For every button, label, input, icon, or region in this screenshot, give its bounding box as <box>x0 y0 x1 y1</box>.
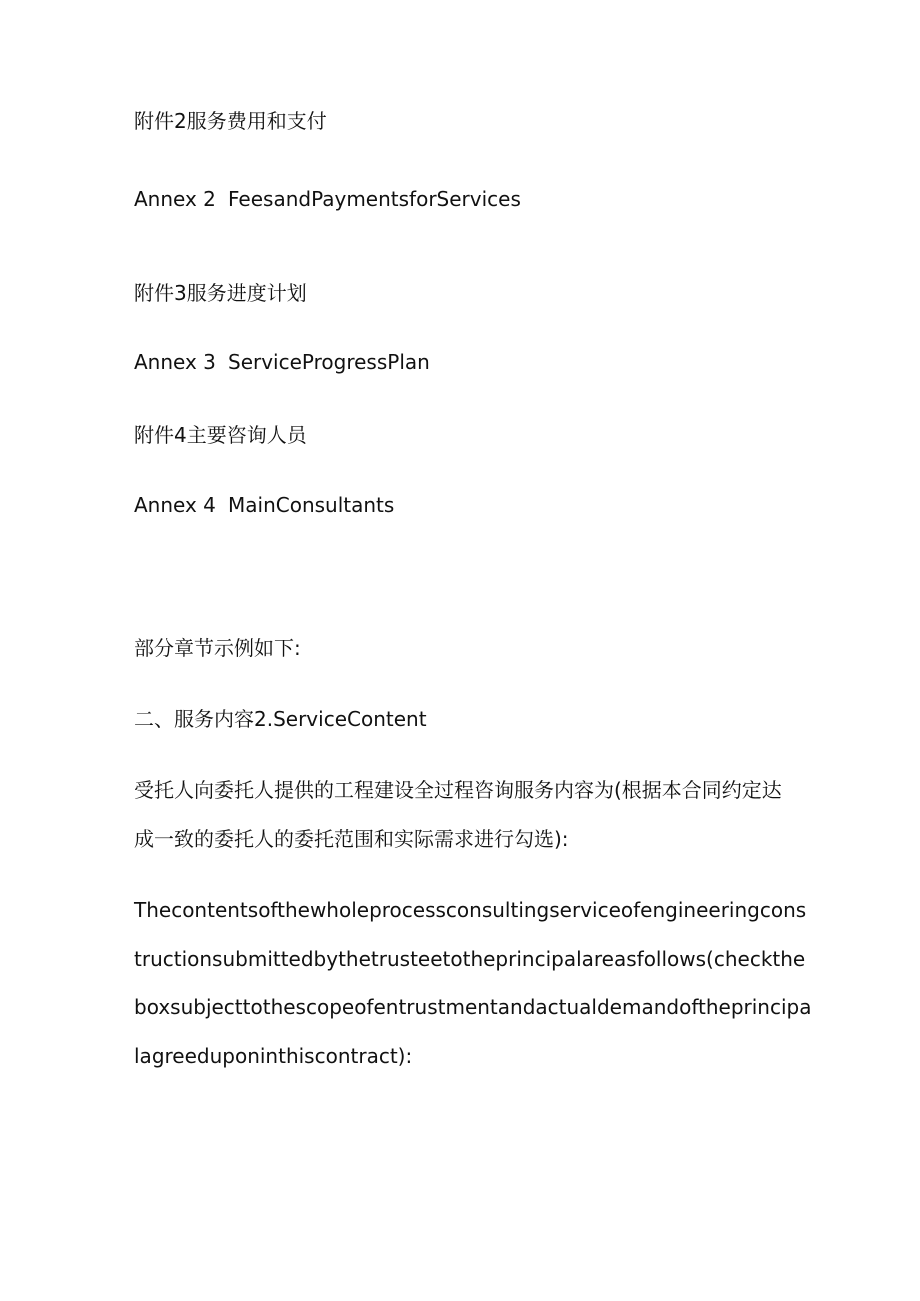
annex-3-label: Annex 3 <box>134 350 216 374</box>
section-heading: 二、服务内容2.ServiceContent <box>134 707 427 731</box>
annex-3-title: ServiceProgressPlan <box>228 350 430 374</box>
annex-3-en <box>134 348 430 376</box>
annex-4-zh: 附件4主要咨询人员 <box>134 423 307 447</box>
intro-text: 部分章节示例如下: <box>134 636 301 660</box>
section-en-line-1: Thecontentsofthewholeprocessconsultingserviceofengineeringcons <box>134 898 807 922</box>
annex-2-zh: 附件2服务费用和支付 <box>134 109 327 133</box>
annex-3-zh: 附件3服务进度计划 <box>134 281 307 305</box>
annex-2-title: FeesandPaymentsforServices <box>228 187 521 211</box>
annex-4-label: Annex 4 <box>134 493 216 517</box>
section-zh-line-1: 受托人向委托人提供的工程建设全过程咨询服务内容为(根据本合同约定达 <box>134 778 782 802</box>
section-en-line-4: lagreeduponinthiscontract): <box>134 1044 413 1068</box>
section-en-line-2: tructionsubmittedbythetrusteetotheprincipalareasfollows(checkthe <box>134 947 806 971</box>
annex-4-title: MainConsultants <box>228 493 395 517</box>
annex-2-label: Annex 2 <box>134 187 216 211</box>
annex-2-en <box>134 185 521 213</box>
section-en-line-3: boxsubjecttothescopeofentrustmentandactualdemandoftheprincipa <box>134 995 812 1019</box>
section-zh-line-2: 成一致的委托人的委托范围和实际需求进行勾选): <box>134 827 569 851</box>
annex-4-en <box>134 491 394 519</box>
